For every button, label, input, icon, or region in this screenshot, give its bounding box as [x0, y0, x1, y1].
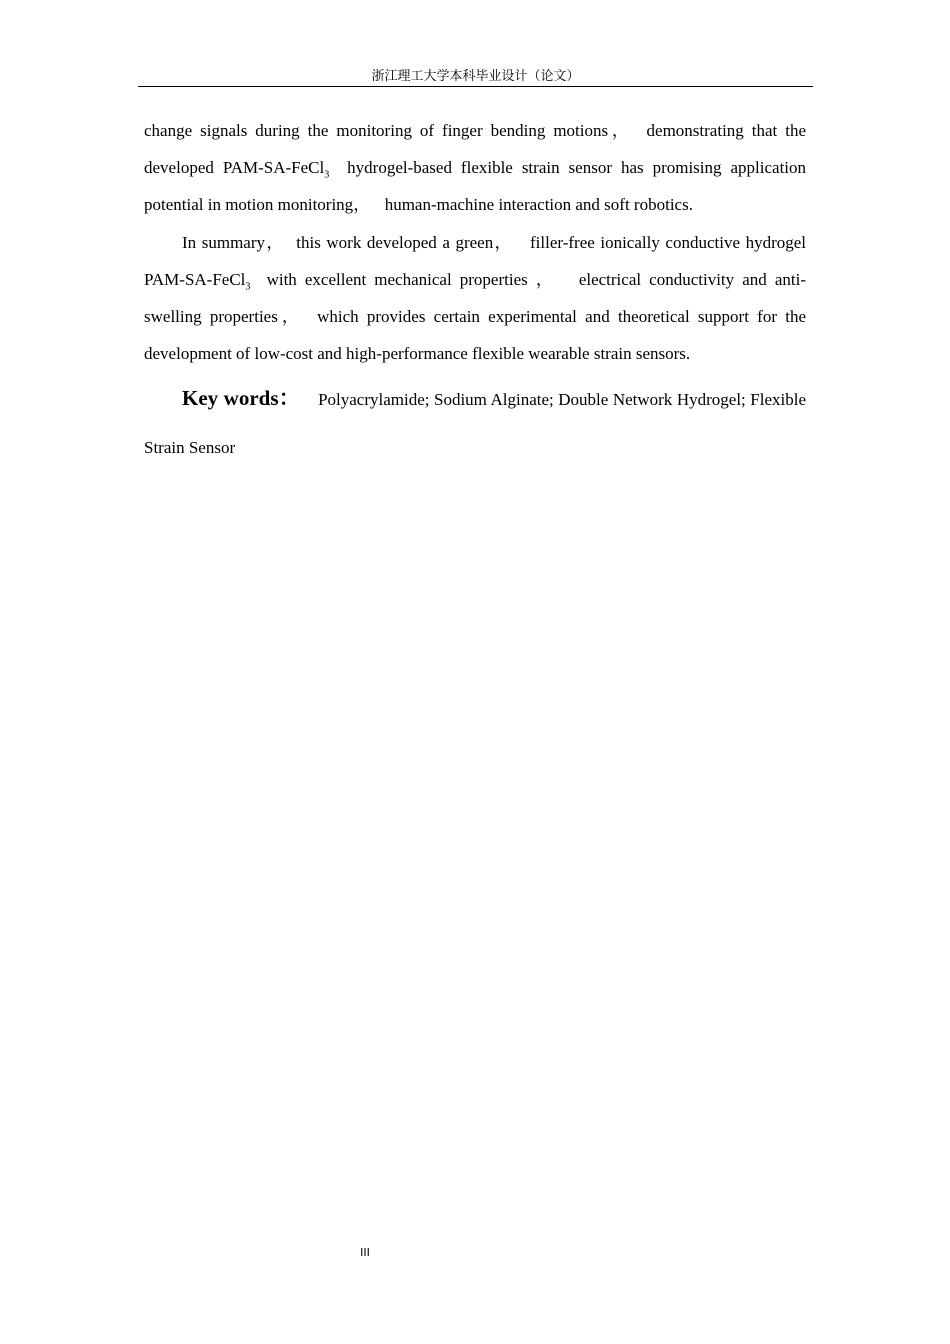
header-title: 浙江理工大学本科毕业设计（论文）: [371, 69, 580, 84]
page-number: III: [360, 1246, 370, 1259]
paragraph-text: electrical conductivity and anti-swelling properties: [144, 269, 807, 327]
paragraph-text: hydrogel-based flexible strain sensor has promising application potential in motion monitoring: [144, 158, 807, 215]
paragraph-text: human-machine interaction and soft robotics.: [384, 195, 693, 215]
running-header: [138, 68, 813, 87]
comma: ，: [277, 307, 303, 327]
paragraph-text: filler-free ionically conductive hydrogel PAM-SA-FeCl: [144, 232, 807, 289]
subscript: 3: [245, 281, 251, 293]
comma: ，: [493, 232, 513, 252]
abstract-paragraph-2: [144, 224, 806, 373]
paragraph-text: change signals during the monitoring of finger bending motions: [144, 121, 609, 140]
paragraph-text: with excellent mechanical properties: [266, 269, 528, 289]
keywords-text: Polyacrylamide; Sodium Alginate; Double Network Hydrogel; Flexible Strain Sensor: [144, 390, 806, 458]
comma: ，: [535, 269, 557, 289]
paragraph-text: demonstrating that the developed PAM-SA-FeCl: [144, 121, 806, 178]
keywords-section: [144, 374, 806, 472]
abstract-paragraph-1: [144, 112, 806, 224]
paragraph-text: In summary: [182, 232, 266, 252]
paragraph-text: this work developed a green: [296, 232, 494, 252]
paragraph-text: which provides certain experimental and theoretical support for the development of low-cost and high-performance flexible wearable strain sensors.: [144, 307, 807, 364]
comma: ，: [608, 121, 633, 140]
comma: ，: [353, 195, 371, 215]
comma: ，: [265, 232, 285, 252]
subscript: 3: [324, 169, 330, 181]
abstract-body: [144, 112, 806, 472]
keywords-label: Key words：: [182, 386, 301, 411]
